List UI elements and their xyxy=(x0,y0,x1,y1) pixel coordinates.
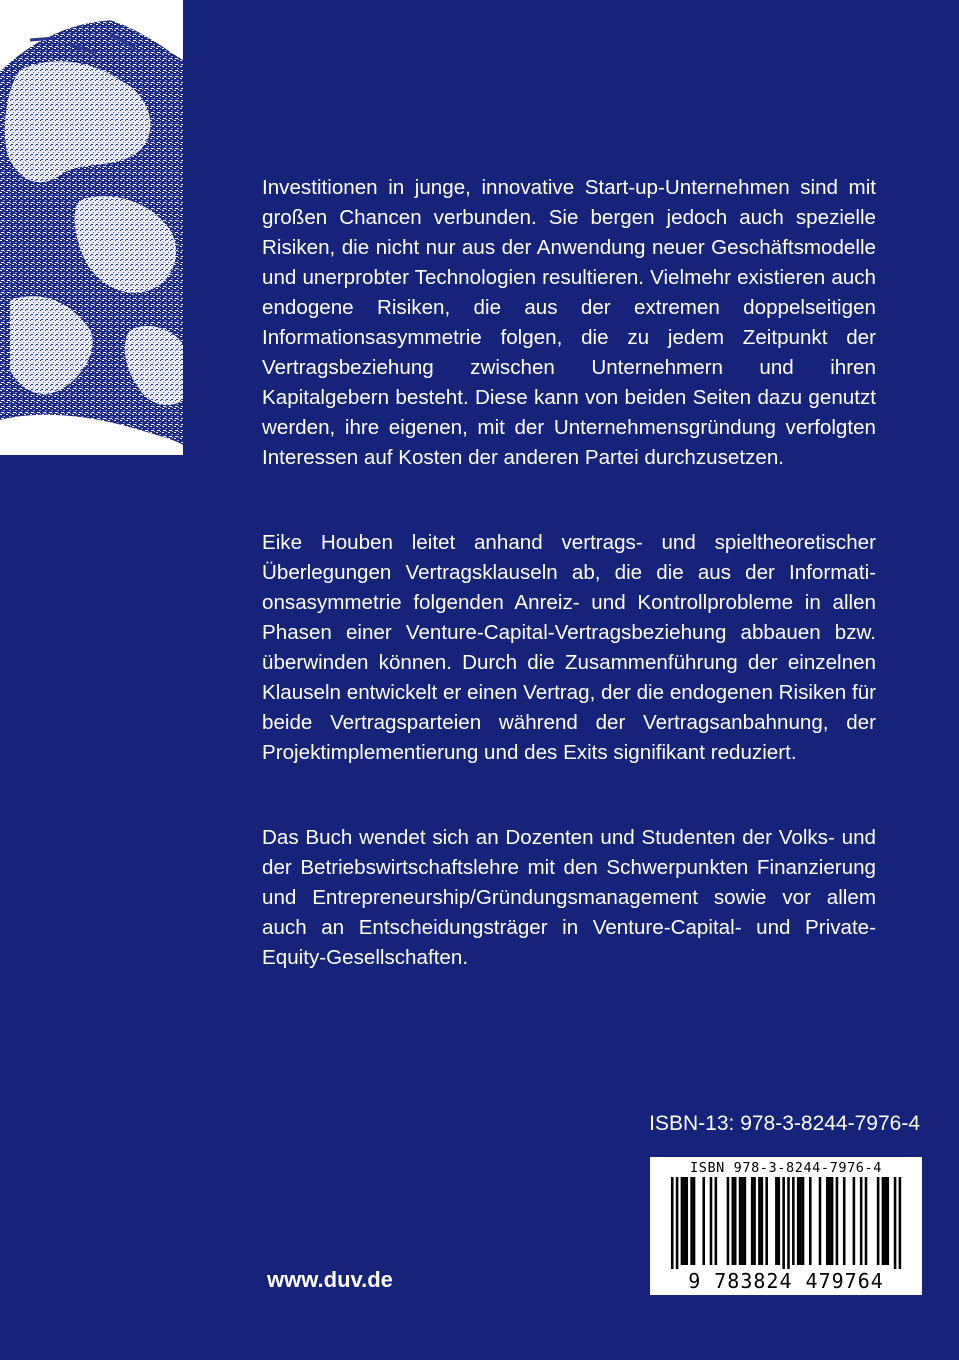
barcode-bar xyxy=(843,1177,846,1265)
barcode-bars-graphic xyxy=(654,1177,918,1273)
barcode-bar xyxy=(758,1177,761,1265)
barcode-bar xyxy=(702,1177,705,1265)
barcode-bar xyxy=(751,1177,754,1265)
barcode-bar xyxy=(826,1177,829,1265)
barcode-bar xyxy=(853,1177,856,1265)
barcode-bar xyxy=(860,1177,863,1265)
barcode-bar xyxy=(882,1177,885,1265)
barcode-bar xyxy=(899,1177,902,1273)
barcode-bar xyxy=(693,1177,696,1265)
barcode-bar xyxy=(884,1177,887,1265)
barcode-bar xyxy=(877,1177,880,1265)
description-paragraph-1: Investitionen in junge, innovative Start-up-Unternehmen sind mit großen Chancen verbunden. Sie bergen jedoch auch spezielle Risiken, die nicht nur aus der Anwendung neuer Geschäftsmodelle und unerprobter Technologien resultieren. Vielmehr existieren auch endogene Risiken, die aus der extremen doppelseitigen Informationsasymmetrie folgen, die zu jedem Zeitpunkt der Vertragsbeziehung zwischen Unternehmern und ihren Kapitalgebern besteht. Diese kann von beiden Seiten dazu genutzt werden, ihre eigenen, mit der Unternehmensgründung verfolgten Interessen auf Kosten der anderen Partei durchzusetzen. xyxy=(262,176,876,469)
barcode-bar xyxy=(787,1177,790,1273)
barcode-bar xyxy=(741,1177,744,1265)
barcode-bar xyxy=(765,1177,768,1265)
barcode-bar xyxy=(753,1177,756,1265)
barcode-bar xyxy=(782,1177,785,1273)
barcode-bar xyxy=(681,1177,684,1265)
barcode-bar xyxy=(727,1177,730,1265)
barcode-bar xyxy=(894,1177,897,1273)
barcode-bar xyxy=(797,1177,800,1265)
isbn-label: ISBN-13: 978-3-8244-7976-4 xyxy=(649,1112,920,1135)
barcode-bar xyxy=(831,1177,834,1265)
barcode-bar xyxy=(734,1177,737,1265)
barcode-bar xyxy=(761,1177,764,1265)
barcode-bar xyxy=(819,1177,822,1265)
barcode-bar xyxy=(828,1177,831,1265)
barcode-bar xyxy=(887,1177,890,1265)
description-paragraph-3: Das Buch wendet sich an Dozenten und Studenten der Volks- und der Betriebswirtschaftslehre mit den Schwerpunkten Finanzierung und Entrepreneurship/Gründungsmanagement sowie vor allem auch an Entscheidungsträger in Venture-Capital- und Private-Equity-Gesellschaften. xyxy=(262,826,876,969)
barcode-bar xyxy=(715,1177,718,1265)
publisher-website: www.duv.de xyxy=(267,1267,393,1292)
barcode-bar xyxy=(676,1177,679,1273)
globe-map-graphic xyxy=(0,0,183,455)
barcode-bar xyxy=(792,1177,795,1265)
barcode-bar xyxy=(732,1177,735,1265)
barcode-isbn-text: ISBN 978-3-8244-7976-4 xyxy=(689,1160,882,1176)
barcode-bar xyxy=(744,1177,747,1265)
barcode-number: 9 783824 479764 xyxy=(650,1269,922,1293)
barcode-bar xyxy=(739,1177,742,1265)
barcode-bar xyxy=(802,1177,805,1265)
barcode-bar xyxy=(809,1177,812,1265)
barcode-bar xyxy=(683,1177,686,1265)
barcode-bar xyxy=(799,1177,802,1265)
barcode-bar xyxy=(685,1177,688,1265)
cover-globe-image xyxy=(0,0,183,455)
barcode-bar xyxy=(671,1177,674,1273)
barcode-bar xyxy=(778,1177,781,1265)
barcode-bar xyxy=(836,1177,839,1265)
description-paragraph-2: Eike Houben leitet anhand vertrags- und spieltheoretischer Überlegungen Vertragsklauseln ab, die die aus der Informationsasymmetrie folgenden Anreiz- und Kontrollprobleme in allen Phasen einer Venture-Capital-Vertragsbeziehung abbauen bzw. überwinden können. Durch die Zusammenführung der einzelnen Klauseln entwickelt er einen Vertrag, der die endogenen Risiken für beide Vertragsparteien während der Vertragsanbahnung, der Projektimplementierung und des Exits signifikant reduziert. xyxy=(262,531,876,764)
isbn-barcode xyxy=(650,1157,922,1295)
barcode-bar xyxy=(690,1177,693,1265)
barcode-bar xyxy=(710,1177,713,1265)
barcode-bar xyxy=(865,1177,868,1265)
barcode-bar xyxy=(775,1177,778,1265)
